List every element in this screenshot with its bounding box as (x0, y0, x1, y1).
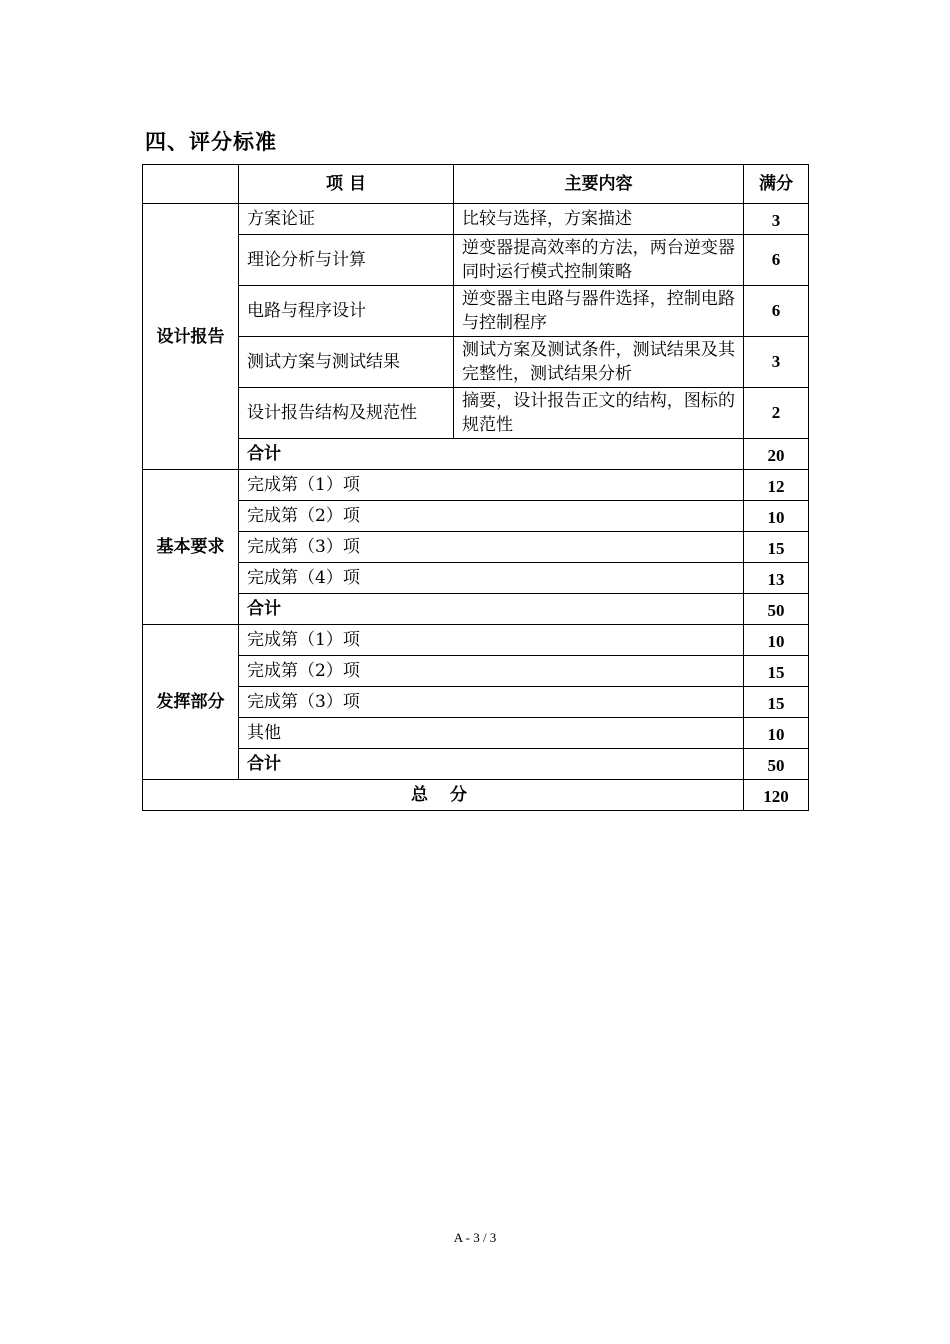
header-score: 满分 (744, 165, 809, 204)
item-cell: 设计报告结构及规范性 (239, 388, 454, 439)
page-footer: A - 3 / 3 (453, 1230, 497, 1245)
table-row (143, 532, 809, 563)
score-cell: 10 (744, 501, 809, 532)
item-cell: 方案论证 (239, 204, 454, 235)
table-row (143, 563, 809, 594)
table-row (143, 656, 809, 687)
content-cell: 摘要，设计报告正文的结构，图标的规范性 (454, 388, 744, 439)
table-row (143, 501, 809, 532)
content-cell: 比较与选择，方案描述 (454, 204, 744, 235)
item-cell: 完成第（1）项 (239, 625, 744, 656)
table-row (143, 625, 809, 656)
item-cell: 完成第（2）项 (239, 501, 744, 532)
total-label: 总 分 (143, 780, 744, 811)
score-cell: 10 (744, 625, 809, 656)
content-cell: 测试方案及测试条件，测试结果及其完整性，测试结果分析 (454, 337, 744, 388)
score-cell: 2 (744, 388, 809, 439)
scoring-table (142, 164, 809, 811)
score-cell: 6 (744, 235, 809, 286)
item-cell: 理论分析与计算 (239, 235, 454, 286)
total-score: 120 (744, 780, 809, 811)
total-row (143, 780, 809, 811)
subtotal-score: 50 (744, 749, 809, 780)
header-content: 主要内容 (454, 165, 744, 204)
table-row (143, 687, 809, 718)
subtotal-label: 合计 (239, 439, 744, 470)
subtotal-label: 合计 (239, 594, 744, 625)
score-cell: 3 (744, 204, 809, 235)
subtotal-score: 50 (744, 594, 809, 625)
score-cell: 3 (744, 337, 809, 388)
table-row (143, 470, 809, 501)
score-cell: 10 (744, 718, 809, 749)
score-cell: 15 (744, 532, 809, 563)
score-cell: 15 (744, 656, 809, 687)
item-cell: 完成第（1）项 (239, 470, 744, 501)
table-row (143, 388, 809, 439)
content-cell: 逆变器提高效率的方法，两台逆变器同时运行模式控制策略 (454, 235, 744, 286)
score-cell: 12 (744, 470, 809, 501)
table-row (143, 204, 809, 235)
subtotal-label: 合计 (239, 749, 744, 780)
section-advanced: 发挥部分 (143, 625, 239, 780)
subtotal-score: 20 (744, 439, 809, 470)
item-cell: 完成第（2）项 (239, 656, 744, 687)
header-blank (143, 165, 239, 204)
header-row (143, 165, 809, 204)
table-row (143, 337, 809, 388)
item-cell: 测试方案与测试结果 (239, 337, 454, 388)
score-cell: 15 (744, 687, 809, 718)
subtotal-row (143, 749, 809, 780)
table-row (143, 235, 809, 286)
item-cell: 其他 (239, 718, 744, 749)
section-basic: 基本要求 (143, 470, 239, 625)
score-cell: 13 (744, 563, 809, 594)
item-cell: 完成第（4）项 (239, 563, 744, 594)
item-cell: 完成第（3）项 (239, 532, 744, 563)
subtotal-row (143, 594, 809, 625)
header-item: 项 目 (239, 165, 454, 204)
section-title: 四、评分标准 (145, 130, 277, 154)
item-cell: 电路与程序设计 (239, 286, 454, 337)
content-cell: 逆变器主电路与器件选择，控制电路与控制程序 (454, 286, 744, 337)
item-cell: 完成第（3）项 (239, 687, 744, 718)
table-row (143, 718, 809, 749)
table-row (143, 286, 809, 337)
score-cell: 6 (744, 286, 809, 337)
subtotal-row (143, 439, 809, 470)
section-design: 设计报告 (143, 204, 239, 470)
